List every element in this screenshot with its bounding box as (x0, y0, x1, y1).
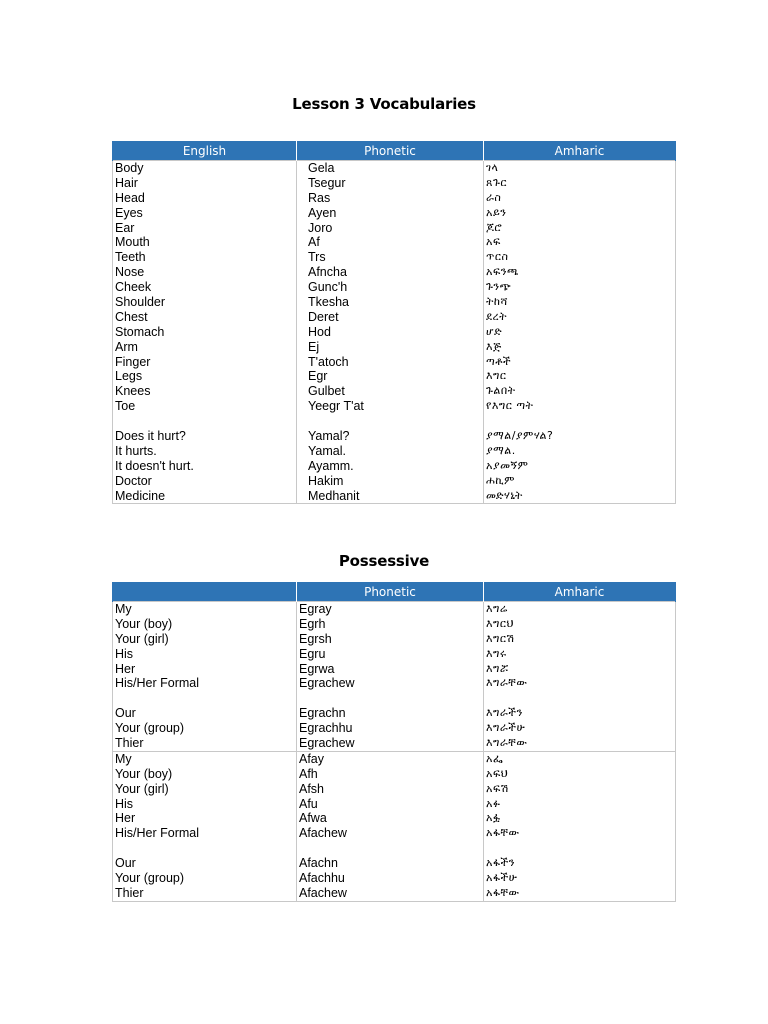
vocab-body-row (113, 161, 676, 504)
amharic-word: ትከሻ (486, 295, 508, 309)
amharic-word: አፍ (486, 235, 501, 249)
phonetic-word: Trs (308, 250, 326, 265)
row-spacer (486, 691, 673, 706)
english-word: His (115, 796, 134, 811)
phonetic-word: Egrh (299, 616, 326, 631)
amharic-word: ራስ (486, 190, 502, 204)
phonetic-word: Afwa (299, 811, 327, 826)
header-phonetic: Phonetic (297, 141, 484, 161)
amharic-word: እግሩ (486, 646, 507, 660)
english-column (113, 602, 297, 752)
vocab-title: Lesson 3 Vocabularies (292, 95, 476, 113)
english-word: Mouth (115, 235, 150, 250)
amharic-word: እግራችሁ (486, 721, 526, 735)
header-amharic: Amharic (484, 582, 676, 602)
english-word: Our (115, 706, 136, 721)
phonetic-word: Hakim (308, 473, 344, 488)
possessive-table (112, 582, 676, 902)
phonetic-word: Afachew (299, 826, 347, 841)
phonetic-word: Egrachhu (299, 721, 353, 736)
english-word: His/Her Formal (115, 826, 200, 841)
english-word: Your (boy) (115, 766, 173, 781)
amharic-word: ገላ (486, 161, 499, 174)
amharic-column (484, 602, 676, 752)
amharic-column (484, 161, 676, 504)
vocab-header-row (113, 141, 676, 161)
possessive-block-egr (113, 602, 676, 752)
amharic-word: አይን (486, 205, 507, 219)
amharic-word: ደረት (486, 309, 508, 323)
amharic-word: ጣቶች (486, 354, 512, 368)
amharic-word: ሆድ (486, 324, 503, 338)
vocab-table (112, 141, 676, 504)
english-word: His (115, 646, 134, 661)
phonetic-word: Ayen (308, 205, 337, 220)
row-spacer (299, 841, 481, 856)
row-spacer (308, 414, 481, 429)
amharic-word: እጅ (486, 339, 502, 353)
phonetic-word: Egrachn (299, 706, 346, 721)
english-word: Doctor (115, 473, 152, 488)
english-column (113, 161, 297, 504)
amharic-word: እግሯ (486, 661, 509, 675)
amharic-word: መድሃኒት (486, 488, 523, 502)
row-spacer (115, 841, 294, 856)
english-word: Head (115, 190, 145, 205)
amharic-word: አያመኝም (486, 458, 529, 472)
phonetic-word: Afncha (308, 265, 347, 280)
english-word: His/Her Formal (115, 676, 200, 691)
phonetic-word: Egray (299, 602, 332, 616)
english-word: Our (115, 856, 136, 871)
possessive-title: Possessive (338, 552, 430, 570)
phonetic-word: Afh (299, 766, 318, 781)
english-word: Her (115, 661, 136, 676)
phonetic-word: Afsh (299, 781, 325, 796)
english-word: Legs (115, 369, 143, 384)
phonetic-word: Gulbet (308, 384, 345, 399)
english-column (113, 751, 297, 901)
phonetic-word: Egrsh (299, 631, 332, 646)
amharic-word: አፋችን (486, 856, 515, 870)
phonetic-word: Af (308, 235, 320, 250)
amharic-column (484, 751, 676, 901)
english-word: Toe (115, 399, 136, 414)
phonetic-word: Yamal? (308, 429, 350, 444)
row-spacer (486, 841, 673, 856)
amharic-word: አፍሽ (486, 781, 509, 795)
phonetic-column (297, 602, 484, 752)
amharic-word: ያማል/ያምሃል? (486, 429, 554, 443)
header-empty (113, 582, 297, 602)
phonetic-word: Deret (308, 309, 339, 324)
phonetic-word: Ayamm. (308, 458, 354, 473)
english-word: Does it hurt? (115, 429, 186, 444)
english-word: Cheek (115, 280, 152, 295)
amharic-word: እግራቸው (486, 676, 528, 690)
amharic-word: እግርሽ (486, 631, 515, 645)
amharic-word: ጆሮ (486, 220, 503, 234)
amharic-word: እግራችን (486, 706, 523, 720)
amharic-word: ጉልበት (486, 384, 516, 398)
amharic-word: አፍንጫ (486, 265, 519, 279)
english-word: Knees (115, 384, 151, 399)
english-word: Your (group) (115, 871, 185, 886)
amharic-word: የእግር ጣት (486, 399, 534, 413)
amharic-word: እግራቸው (486, 736, 528, 750)
english-word: Thier (115, 736, 144, 751)
english-word: Stomach (115, 324, 165, 339)
amharic-word: አፋቸው (486, 885, 520, 899)
amharic-word: ያማል. (486, 443, 516, 457)
amharic-word: እግር (486, 369, 507, 383)
phonetic-word: Medhanit (308, 488, 360, 503)
english-word: Body (115, 161, 144, 175)
phonetic-word: Afu (299, 796, 318, 811)
header-phonetic: Phonetic (297, 582, 484, 602)
amharic-word: አፍህ (486, 766, 509, 780)
phonetic-word: Ras (308, 190, 331, 205)
amharic-word: አፏ (486, 811, 501, 825)
english-word: My (115, 602, 132, 616)
phonetic-word: Egru (299, 646, 326, 661)
phonetic-word: Egrwa (299, 661, 335, 676)
english-word: It hurts. (115, 443, 157, 458)
amharic-word: አፋችሁ (486, 871, 518, 885)
phonetic-word: Afachn (299, 856, 338, 871)
english-word: Your (girl) (115, 631, 169, 646)
row-spacer (299, 691, 481, 706)
english-word: Your (girl) (115, 781, 169, 796)
row-spacer (115, 414, 294, 429)
phonetic-word: Egrachew (299, 676, 355, 691)
phonetic-word: Hod (308, 324, 331, 339)
amharic-word: አፋቸው (486, 826, 520, 840)
english-word: Your (group) (115, 721, 185, 736)
amharic-word: ጥርስ (486, 250, 509, 264)
english-word: My (115, 751, 132, 766)
english-word: It doesn't hurt. (115, 458, 194, 473)
english-word: Shoulder (115, 295, 166, 310)
phonetic-word: Yeegr T'at (308, 399, 364, 414)
possessive-block-af (113, 751, 676, 901)
english-word: Ear (115, 220, 135, 235)
phonetic-word: T'atoch (308, 354, 349, 369)
phonetic-word: Afay (299, 751, 325, 766)
phonetic-word: Ej (308, 339, 320, 354)
amharic-word: አፉ (486, 796, 501, 810)
phonetic-word: Afachhu (299, 871, 345, 886)
phonetic-word: Tkesha (308, 295, 349, 310)
header-amharic: Amharic (484, 141, 676, 161)
english-word: Arm (115, 339, 138, 354)
phonetic-word: Egrachew (299, 736, 355, 751)
english-word: Finger (115, 354, 151, 369)
phonetic-word: Egr (308, 369, 328, 384)
english-word: Her (115, 811, 136, 826)
english-word: Your (boy) (115, 616, 173, 631)
english-word: Hair (115, 175, 138, 190)
row-spacer (486, 414, 673, 429)
phonetic-word: Yamal. (308, 443, 346, 458)
english-word: Eyes (115, 205, 143, 220)
phonetic-word: Tsegur (308, 175, 346, 190)
english-word: Nose (115, 265, 145, 280)
amharic-word: ጉንጭ (486, 280, 512, 294)
english-word: Thier (115, 885, 144, 900)
amharic-word: አፌ (486, 751, 504, 765)
phonetic-word: Gela (308, 161, 335, 175)
english-word: Teeth (115, 250, 146, 265)
phonetic-word: Afachew (299, 885, 347, 900)
phonetic-column (297, 751, 484, 901)
english-word: Medicine (115, 488, 166, 503)
row-spacer (115, 691, 294, 706)
header-english: English (113, 141, 297, 161)
phonetic-word: Gunc'h (308, 280, 348, 295)
possessive-header-row (113, 582, 676, 602)
phonetic-column (297, 161, 484, 504)
english-word: Chest (115, 309, 148, 324)
amharic-word: ሐኪም (486, 473, 515, 487)
amharic-word: ጸጉር (486, 175, 507, 189)
amharic-word: እግርህ (486, 616, 514, 630)
amharic-word: እግሬ (486, 602, 508, 615)
phonetic-word: Joro (308, 220, 333, 235)
